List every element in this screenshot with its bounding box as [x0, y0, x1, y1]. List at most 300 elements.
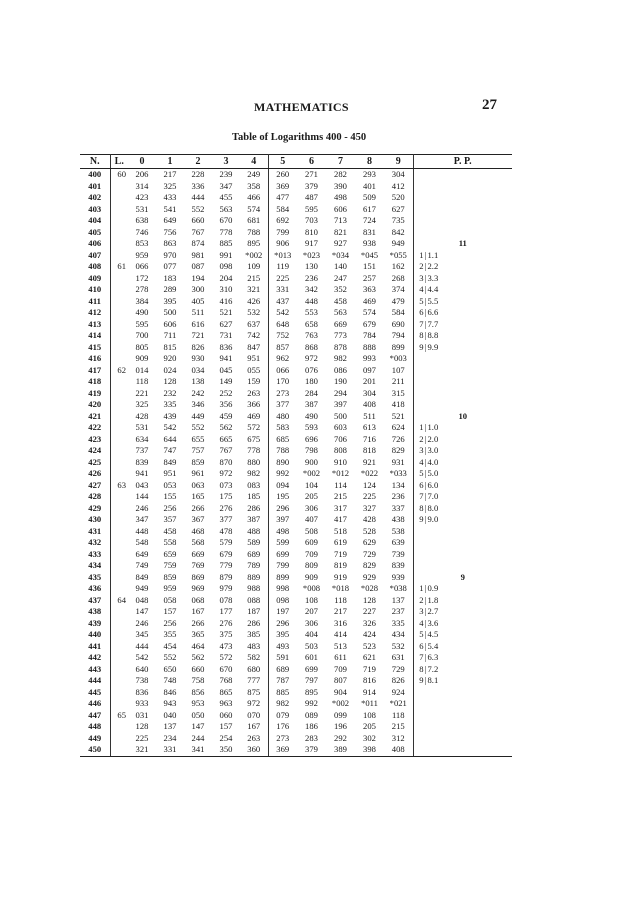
mantissa-cell: 293: [363, 169, 376, 179]
mantissa-cell: 292: [334, 732, 347, 743]
mantissa-cell: 611: [334, 652, 347, 662]
proportional-part: [413, 595, 512, 607]
pp-separator: |: [424, 468, 427, 478]
row-number: 425: [80, 457, 110, 469]
mantissa-cell: 180: [305, 376, 318, 386]
mantissa-cell: 737: [135, 445, 149, 455]
mantissa-cell: 847: [240, 342, 268, 354]
mantissa-cell: 988: [240, 583, 268, 595]
row-characteristic: [110, 445, 128, 457]
mantissa-cell: 943: [163, 698, 177, 708]
mantissa-cell: 553: [305, 307, 318, 317]
mantissa-cell: 831: [363, 226, 376, 237]
mantissa-cell: 729: [363, 548, 376, 559]
mantissa-cell: 395: [276, 629, 290, 639]
proportional-part: [413, 549, 512, 561]
table-row: [80, 664, 512, 676]
mantissa-cell: 593: [305, 422, 318, 432]
proportional-part: [413, 652, 512, 664]
table-row: [80, 422, 512, 434]
mantissa-cell: 719: [334, 548, 347, 559]
pp-separator: |: [424, 456, 427, 467]
mantissa-cell: 325: [163, 180, 177, 191]
mantissa-cell: 508: [305, 525, 318, 536]
mantissa-cell: 649: [135, 548, 149, 559]
mantissa-cell: 252: [219, 387, 233, 398]
row-number: 410: [80, 284, 110, 296]
mantissa-cell: 304: [384, 169, 413, 181]
mantissa-cell: 211: [384, 376, 413, 388]
mantissa-cell: 464: [191, 640, 205, 651]
mantissa-cell: 818: [363, 445, 376, 455]
pp-separator: |: [424, 284, 427, 294]
mantissa-cell: 079: [276, 709, 290, 720]
mantissa-cell: 638: [135, 215, 149, 225]
mantissa-cell: 357: [163, 514, 177, 524]
mantissa-cell: 574: [363, 307, 376, 317]
mantissa-cell: 627: [384, 204, 413, 216]
mantissa-cell: 699: [276, 548, 290, 559]
table-row: [80, 273, 512, 285]
mantissa-cell: 167: [240, 721, 268, 733]
row-number: 444: [80, 675, 110, 687]
proportional-part: [413, 744, 512, 756]
table-row: [80, 744, 512, 756]
mantissa-cell: 972: [305, 353, 318, 363]
mantissa-cell: 969: [191, 583, 205, 593]
mantissa-cell: 853: [135, 238, 149, 248]
row-characteristic: [110, 664, 128, 676]
mantissa-cell: 538: [384, 526, 413, 538]
mantissa-cell: 917: [305, 238, 318, 248]
mantissa-cell: *034: [331, 249, 350, 260]
mantissa-cell: 345: [135, 629, 149, 639]
pp-value: 5.0: [427, 468, 439, 478]
mantissa-cell: 959: [135, 249, 149, 260]
row-number: 420: [80, 399, 110, 411]
pp-separator: |: [424, 433, 427, 444]
row-number: 434: [80, 560, 110, 572]
pp-value: 5.4: [427, 640, 439, 651]
mantissa-cell: 659: [163, 548, 177, 559]
mantissa-cell: 660: [191, 215, 205, 225]
mantissa-cell: 857: [276, 341, 290, 352]
mantissa-cell: 692: [276, 215, 290, 225]
mantissa-cell: 479: [384, 296, 413, 308]
pp-separator: |: [424, 249, 427, 260]
mantissa-cell: 397: [276, 514, 290, 524]
proportional-part: [413, 215, 512, 227]
pp-digit: 6: [419, 307, 424, 317]
row-number: 429: [80, 503, 110, 515]
mantissa-cell: 490: [305, 410, 318, 421]
row-number: 402: [80, 192, 110, 204]
mantissa-cell: 097: [363, 364, 376, 375]
mantissa-cell: 346: [191, 399, 205, 409]
table-row: [80, 687, 512, 699]
mantissa-cell: 606: [163, 318, 177, 329]
mantissa-cell: 063: [191, 479, 205, 490]
mantissa-cell: 839: [135, 456, 149, 467]
pp-value: 8.1: [427, 675, 439, 685]
mantissa-cell: 890: [276, 456, 290, 467]
mantissa-cell: 172: [135, 272, 149, 283]
mantissa-cell: 609: [305, 537, 318, 547]
pp-value: 7.2: [427, 663, 439, 674]
proportional-part: [413, 526, 512, 538]
table-row: [80, 503, 512, 515]
mantissa-cell: 658: [305, 318, 318, 329]
proportional-part: [413, 675, 512, 687]
mantissa-cell: 700: [135, 330, 149, 340]
proportional-part: 9: [460, 571, 465, 582]
mantissa-cell: 118: [135, 376, 149, 386]
pp-digit: 5: [419, 468, 424, 478]
row-number: 424: [80, 445, 110, 457]
row-characteristic: 63: [117, 479, 126, 490]
mantissa-cell: 256: [163, 502, 177, 513]
mantissa-cell: *023: [302, 249, 321, 260]
pp-digit: 6: [419, 640, 424, 651]
mantissa-cell: 242: [191, 387, 205, 398]
mantissa-cell: 788: [276, 445, 290, 455]
mantissa-cell: 500: [163, 307, 177, 317]
proportional-part: [413, 330, 512, 342]
mantissa-cell: 337: [384, 503, 413, 515]
pp-digit: 3: [419, 606, 424, 616]
mantissa-cell: 729: [384, 664, 413, 676]
mantissa-cell: 094: [276, 479, 290, 490]
table-row: [80, 353, 512, 365]
mantissa-cell: 390: [334, 180, 347, 191]
mantissa-cell: 246: [135, 617, 149, 628]
pp-value: 1.0: [427, 422, 439, 432]
table-row: [80, 629, 512, 641]
table-row: [80, 468, 512, 480]
mantissa-cell: 416: [219, 295, 233, 306]
mantissa-cell: 469: [363, 295, 376, 306]
mantissa-cell: 899: [384, 342, 413, 354]
mantissa-cell: 699: [305, 663, 318, 674]
row-characteristic: [110, 733, 128, 745]
mantissa-cell: 247: [334, 272, 347, 283]
proportional-part: [413, 273, 512, 285]
mantissa-cell: *003: [384, 353, 413, 365]
table-row: [80, 330, 512, 342]
pp-separator: |: [424, 261, 427, 271]
mantissa-cell: 603: [334, 422, 347, 432]
mantissa-cell: 236: [305, 272, 318, 283]
mantissa-cell: 909: [135, 353, 149, 363]
mantissa-cell: 599: [276, 537, 290, 547]
mantissa-cell: *013: [274, 249, 292, 260]
row-characteristic: [110, 422, 128, 434]
mantissa-cell: 284: [305, 387, 318, 398]
mantissa-cell: 098: [276, 594, 290, 605]
row-characteristic: [110, 238, 128, 250]
mantissa-cell: 552: [191, 422, 205, 432]
mantissa-cell: 045: [219, 364, 233, 375]
row-number: 428: [80, 491, 110, 503]
pp-value: 6.3: [427, 652, 439, 662]
pp-separator: |: [424, 583, 427, 593]
proportional-part: [413, 181, 512, 193]
pp-separator: |: [424, 663, 427, 674]
mantissa-cell: 778: [219, 226, 233, 237]
mantissa-cell: 931: [384, 457, 413, 469]
mantissa-cell: 511: [191, 307, 205, 317]
mantissa-cell: 981: [191, 249, 205, 260]
mantissa-cell: 302: [363, 732, 376, 743]
mantissa-cell: 541: [163, 203, 177, 214]
table-row: [80, 537, 512, 549]
mantissa-cell: 215: [384, 721, 413, 733]
row-characteristic: [110, 250, 128, 262]
mantissa-cell: 024: [163, 364, 177, 375]
mantissa-cell: 315: [384, 388, 413, 400]
row-number: 450: [80, 744, 110, 756]
mantissa-cell: 387: [240, 514, 268, 526]
pp-digit: 6: [419, 479, 424, 490]
row-characteristic: [110, 503, 128, 515]
mantissa-cell: 799: [276, 560, 290, 570]
row-number: 422: [80, 422, 110, 434]
mantissa-cell: *002: [240, 250, 268, 262]
mantissa-cell: 183: [163, 272, 177, 283]
mantissa-cell: 296: [276, 617, 290, 628]
pp-value: 4.5: [427, 629, 439, 639]
table-row: [80, 388, 512, 400]
mantissa-cell: 363: [363, 284, 376, 294]
mantissa-cell: 239: [219, 169, 233, 179]
mantissa-cell: 167: [191, 606, 205, 616]
mantissa-cell: 878: [334, 341, 347, 352]
mantissa-cell: 225: [276, 272, 290, 283]
mantissa-cell: 365: [191, 629, 205, 639]
mantissa-cell: 424: [363, 629, 376, 639]
mantissa-cell: 568: [191, 537, 205, 547]
mantissa-cell: 246: [135, 502, 149, 513]
mantissa-cell: 579: [219, 537, 233, 547]
table-row: [80, 169, 512, 181]
table-row: [80, 411, 512, 423]
mantissa-cell: 124: [363, 479, 376, 490]
row-number: 443: [80, 664, 110, 676]
row-characteristic: [110, 215, 128, 227]
mantissa-cell: 788: [240, 227, 268, 239]
mantissa-cell: 679: [219, 548, 233, 559]
mantissa-cell: 098: [219, 261, 233, 271]
mantissa-cell: 206: [135, 169, 149, 179]
mantissa-cell: 759: [163, 560, 177, 570]
mantissa-cell: 889: [240, 572, 268, 584]
mantissa-cell: 483: [240, 641, 268, 653]
mantissa-cell: 369: [268, 744, 297, 756]
mantissa-cell: 920: [163, 353, 177, 363]
mantissa-cell: 417: [334, 514, 347, 524]
mantissa-cell: 408: [363, 399, 376, 409]
row-number: 432: [80, 537, 110, 549]
mantissa-cell: 548: [135, 537, 149, 547]
mantissa-cell: 066: [135, 261, 149, 271]
mantissa-cell: 941: [219, 353, 233, 363]
row-characteristic: [110, 181, 128, 193]
proportional-part: [413, 583, 512, 595]
logarithm-table: [80, 154, 512, 757]
row-characteristic: [110, 273, 128, 285]
mantissa-cell: 939: [384, 572, 413, 584]
proportional-part: [413, 250, 512, 262]
mantissa-cell: 130: [305, 261, 318, 271]
mantissa-cell: 104: [305, 479, 318, 490]
row-number: 438: [80, 606, 110, 618]
proportional-part: [413, 664, 512, 676]
mantissa-cell: 582: [240, 652, 268, 664]
proportional-part: [413, 641, 512, 653]
table-row: [80, 296, 512, 308]
mantissa-cell: 846: [163, 686, 177, 697]
mantissa-cell: 870: [219, 456, 233, 467]
mantissa-cell: 562: [191, 652, 205, 662]
mantissa-cell: 282: [334, 169, 347, 179]
mantissa-cell: 374: [384, 284, 413, 296]
mantissa-cell: 300: [191, 284, 205, 294]
mantissa-cell: 910: [334, 456, 347, 467]
mantissa-cell: *021: [384, 698, 413, 710]
mantissa-cell: 520: [384, 192, 413, 204]
mantissa-cell: 234: [163, 732, 177, 743]
mantissa-cell: 089: [305, 709, 318, 720]
mantissa-cell: 521: [384, 411, 413, 423]
column-header-9: 9: [384, 155, 413, 169]
proportional-part: [413, 457, 512, 469]
pp-digit: 7: [419, 491, 424, 501]
pp-value: 4.4: [427, 284, 439, 294]
pp-digit: 4: [419, 456, 424, 467]
proportional-part: 10: [458, 410, 468, 421]
table-row: [80, 342, 512, 354]
row-number: 408: [80, 261, 110, 273]
row-characteristic: [110, 687, 128, 699]
mantissa-cell: 542: [163, 422, 177, 432]
mantissa-cell: 407: [305, 514, 318, 524]
mantissa-cell: 809: [305, 560, 318, 570]
mantissa-cell: 478: [219, 525, 233, 536]
pp-value: 3.3: [427, 272, 439, 283]
row-characteristic: [110, 319, 128, 331]
mantissa-cell: 748: [163, 675, 177, 685]
row-characteristic: [110, 284, 128, 296]
pp-value: 7.0: [427, 491, 439, 501]
mantissa-cell: 437: [276, 295, 290, 306]
pp-value: 8.0: [427, 502, 439, 513]
mantissa-cell: 321: [128, 744, 156, 756]
table-row: [80, 491, 512, 503]
mantissa-cell: 511: [363, 410, 376, 421]
pp-separator: |: [424, 606, 427, 616]
mantissa-cell: 384: [135, 295, 149, 306]
row-number: 426: [80, 468, 110, 480]
proportional-part: [413, 204, 512, 216]
mantissa-cell: 204: [219, 272, 233, 283]
mantissa-cell: 735: [384, 215, 413, 227]
mantissa-cell: 709: [305, 548, 318, 559]
mantissa-cell: 398: [355, 744, 384, 756]
table-row: [80, 238, 512, 250]
mantissa-cell: 321: [240, 284, 268, 296]
row-number: 440: [80, 629, 110, 641]
pp-separator: |: [424, 445, 427, 455]
table-row: [80, 445, 512, 457]
mantissa-cell: 276: [219, 617, 233, 628]
mantissa-cell: 763: [305, 330, 318, 340]
proportional-part: [413, 480, 512, 492]
mantissa-cell: 215: [334, 491, 347, 501]
pp-separator: |: [424, 514, 427, 524]
pp-digit: 4: [419, 284, 424, 294]
row-number: 414: [80, 330, 110, 342]
row-number: 439: [80, 618, 110, 630]
mantissa-cell: 711: [163, 330, 177, 340]
mantissa-cell: 583: [276, 422, 290, 432]
mantissa-cell: 885: [219, 238, 233, 248]
table-header-row: [80, 155, 512, 169]
row-number: 406: [80, 238, 110, 250]
table-row: [80, 733, 512, 745]
mantissa-cell: 829: [363, 560, 376, 570]
mantissa-cell: 367: [191, 514, 205, 524]
mantissa-cell: 665: [219, 433, 233, 444]
column-header-n: N.: [80, 155, 110, 169]
mantissa-cell: 591: [276, 652, 290, 662]
mantissa-cell: 627: [219, 318, 233, 329]
mantissa-cell: 552: [163, 652, 177, 662]
column-header-4: 4: [240, 155, 268, 169]
mantissa-cell: 773: [334, 330, 347, 340]
mantissa-cell: 490: [135, 307, 149, 317]
mantissa-cell: 128: [363, 594, 376, 605]
pp-value: 2.7: [427, 606, 439, 616]
mantissa-cell: 648: [276, 318, 290, 329]
mantissa-cell: 839: [384, 560, 413, 572]
mantissa-cell: 128: [163, 376, 177, 386]
mantissa-cell: 197: [276, 606, 290, 616]
mantissa-cell: 777: [240, 675, 268, 687]
mantissa-cell: 352: [334, 284, 347, 294]
mantissa-cell: *022: [360, 468, 379, 478]
mantissa-cell: 414: [334, 629, 347, 639]
mantissa-cell: 449: [191, 410, 205, 421]
mantissa-cell: 606: [334, 203, 347, 214]
row-characteristic: [110, 606, 128, 618]
pp-digit: 9: [419, 514, 424, 524]
row-number: 419: [80, 388, 110, 400]
mantissa-cell: 034: [191, 364, 205, 375]
row-characteristic: [110, 560, 128, 572]
mantissa-cell: 500: [334, 410, 347, 421]
mantissa-cell: 863: [163, 238, 177, 248]
mantissa-cell: 176: [276, 721, 290, 731]
row-characteristic: [110, 376, 128, 388]
mantissa-cell: 808: [334, 445, 347, 455]
mantissa-cell: 438: [384, 514, 413, 526]
proportional-part: [413, 434, 512, 446]
mantissa-cell: 992: [305, 698, 318, 708]
table-row: [80, 434, 512, 446]
mantissa-cell: 048: [135, 594, 149, 605]
mantissa-cell: 405: [191, 295, 205, 306]
mantissa-cell: 859: [163, 571, 177, 582]
